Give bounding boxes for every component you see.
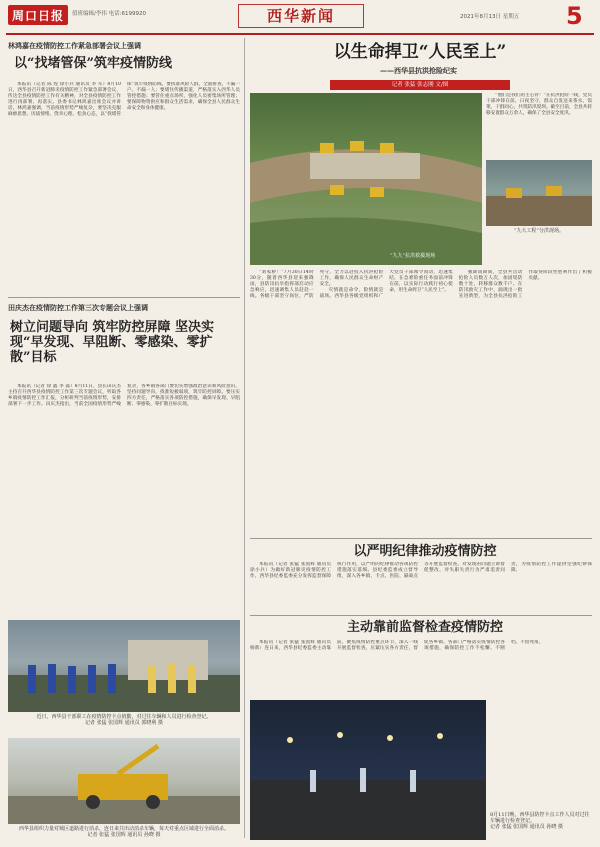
disinfection-photo	[8, 738, 240, 824]
flood-diversion-caption: “九大工程”分洪现场。	[513, 228, 565, 234]
page-number: 5	[566, 2, 583, 30]
masthead-rule	[6, 33, 594, 35]
disinfection-photo-caption: 西华县组织力量对城区道路进行消杀，连日来共出动消杀车辆，每天对重点区域进行全面消杀。 记者 张猛 张国辉 通讯员 孙晓 摄	[18, 826, 229, 838]
editor-info: 值班编辑/李伟 电话:6199920	[72, 11, 146, 17]
checkpoint-photo-caption: 近日，西华县干部职工在疫情防控卡点值勤，对过往车辆和人员进行检查登记。 记者 张猛 张国辉 通讯员 郭晓利 摄	[36, 714, 212, 726]
divider	[8, 297, 240, 298]
issue-date: 2021年8月13日 星期五	[460, 14, 520, 20]
flood-aerial-photo	[250, 93, 482, 265]
newspaper-logo: 周口日报	[8, 5, 68, 25]
column-divider	[244, 38, 245, 838]
feature-sidebar-text: “他们是我们的主心骨！”在抗洪抢险一线，党员干部冲锋在前，日夜坚守，群众自发送来茶水、饭菜，干群同心，共筑防汛堤坝。截至目前，全县共转移安置群众万余人，确保了全县安全度汛。	[486, 93, 592, 117]
flood-photo-label: “九九”抗洪救援现场	[390, 253, 436, 259]
section-title: 西华新闻	[238, 4, 364, 28]
bottom-story-headline: 主动靠前监督检查疫情防控	[346, 620, 503, 635]
flood-diversion-photo-image	[486, 160, 592, 226]
checkpoint-photo	[8, 620, 240, 712]
night-checkpoint-caption: 8月11日晚，西华县防控卡点工作人员对过往车辆进行检查登记。 记者 张猛 张国辉 通讯员 孙晓 摄	[490, 812, 590, 830]
left-mid-kicker: 田庆杰在疫情防控工作第三次专题会议上强调	[8, 303, 148, 312]
feature-body: “刘家桥！”7月30日14时30分，随着西华县迎来强降雨，县防汛抗旱指挥部启动应急响应，迅速调集人员赶赴一线。各级干部坚守岗位，严防死守，全力以赴投入抗洪抢险工作，确保人民群众生命财产安全。 灾情就是命令，险情就是战场。西华县各级党组织和广大党员干部闻令而动，迅速集结，在急难险重任务面前冲锋在前，以实际行动践行初心使命，用生命捍卫“人民至上”。 强降雨期间，全县共出动抢险人员数万人次，加固堤防数十处，转移群众数千户。在防汛救灾工作中，涌现出一批先进典型，为全县抗洪抢险工作取得阶段性胜利作出了积极贡献。	[250, 270, 592, 300]
feature-byline: 记者 张猛 张志刚 文/图	[330, 80, 510, 90]
checkpoint-photo-image	[8, 620, 240, 712]
left-mid-body: 本报讯（记者 徐 鑫 李 淼）8月11日，县长田庆杰主持召开西华县疫情防控工作第三次专题会议，听取各乡镇疫情防控工作汇报，分析研判当前疫情形势，安排部署下一步工作。田庆杰指出，当前全国疫情形势严峻复杂，各乡镇各部门要切实增强政治意识和风险意识，坚持问题导向，找准短板弱项，筑牢防控屏障。要压实四方责任，严格落实各项防控措施，确保早发现、早阻断、零感染、零扩散目标实现。	[8, 384, 240, 408]
left-top-kicker: 林鸿嘉在疫情防控工作紧急部署会议上强调	[8, 41, 141, 50]
left-top-body: 本报讯（记者 陈 煌 徐小兵 通讯员 李 军）8月10日，西华县召开新冠肺炎疫情防控工作紧急部署会议，传达全县疫情防控工作有关精神，对全县疫情防控工作进行再部署、再落实。县委书记林鸿嘉出席会议并讲话。林鸿嘉强调，当前疫情形势严峻复杂，要坚决克服麻痹思想、厌战情绪、侥幸心理、松劲心态，以“找堵管保”筑牢疫情防线。要找准风险人群，全面排查，不漏一户、不漏一人；要堵住传播渠道，严格落实入西华人员管控措施；要管住重点场所，强化人员密集场所管理；要保障物资供应和群众生活需求，确保全县人民群众生命安全和身体健康。	[8, 82, 240, 118]
feature-subheadline: ——西华县抗洪抢险纪实	[380, 66, 457, 75]
left-mid-headline: 树立问题导向 筑牢防控屏障 坚决实现“早发现、早阻断、零感染、零扩散”目标	[10, 320, 215, 365]
mid-story-body: 本报讯（记者 张猛 张国辉 通讯员 徐小兵）为做好新冠肺炎疫情防控工作，西华县纪委监委充分发挥监督保障执行作用，以严明的纪律推动各项防控措施落实落细。县纪委监委成立督导组，深入各乡镇、卡点、医院、隔离点等开展监督检查，对发现的问题立即督促整改，对失职失责行为严肃追责问责，为疫情防控工作提供坚强纪律保障。	[250, 562, 592, 580]
flood-diversion-photo	[486, 160, 592, 226]
night-checkpoint-photo-image	[250, 700, 486, 840]
left-top-headline: 以“找堵管保”筑牢疫情防线	[14, 56, 172, 71]
mid-story-headline: 以严明纪律推动疫情防控	[353, 544, 497, 559]
flood-aerial-photo-image	[250, 93, 482, 265]
divider	[250, 538, 592, 539]
bottom-story-body: 本报讯（记者 张猛 张国辉 通讯员 杨新）连日来，西华县纪委监委主动靠前，聚焦疫情防控重点环节，深入一线开展监督检查，压紧压实各方责任，督促各乡镇、各部门严格落实疫情防控各项措施，确保防控工作不松懈、不断档、不留死角。	[250, 640, 544, 652]
night-checkpoint-photo	[250, 700, 486, 840]
disinfection-photo-image	[8, 738, 240, 824]
divider	[250, 615, 592, 616]
feature-headline: 以生命捍卫“人民至上”	[333, 42, 507, 62]
